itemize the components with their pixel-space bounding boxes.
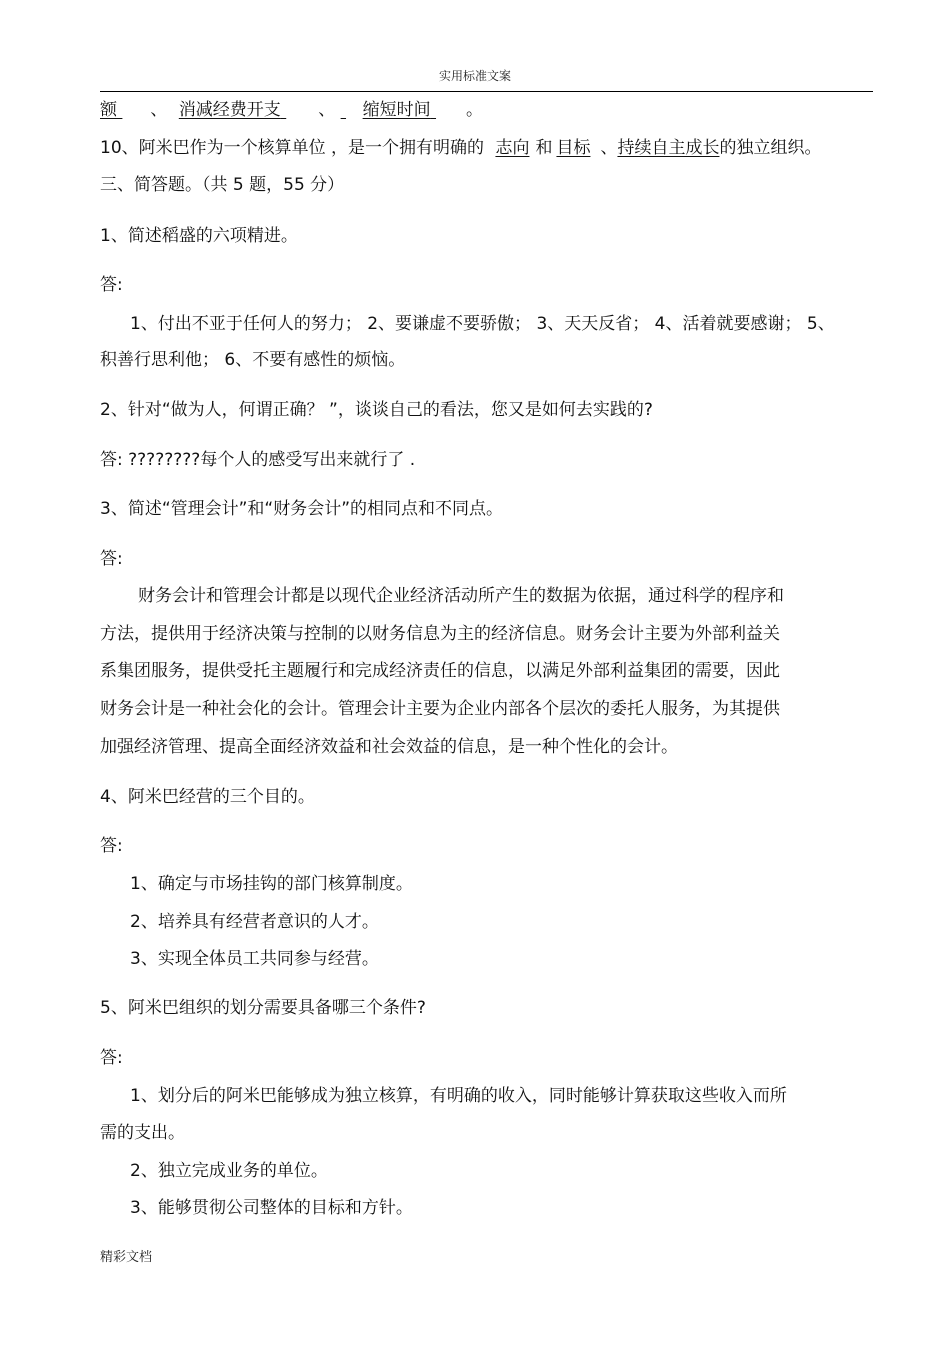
answer-item: 2、独立完成业务的单位。 bbox=[130, 1161, 328, 1181]
header-rule bbox=[100, 91, 873, 92]
question-3: 3、简述“管理会计”和“财务会计”的相同点和不同点。 bbox=[100, 499, 504, 519]
answer-paragraph-line: 方法，提供用于经济决策与控制的以财务信息为主的经济信息。财务会计主要为外部利益关 bbox=[100, 624, 780, 644]
blank-underline bbox=[431, 98, 461, 122]
answer-item: 2、培养具有经营者意识的人才。 bbox=[130, 912, 379, 932]
answer-paragraph-line: 财务会计和管理会计都是以现代企业经济活动所产生的数据为依据，通过科学的程序和 bbox=[138, 586, 784, 606]
answer-label: 答: bbox=[100, 549, 123, 569]
answer-paragraph-line: 加强经济管理、提高全面经济效益和社会效益的信息，是一种个性化的会计。 bbox=[100, 737, 678, 757]
answer-text: 1、付出不亚于任何人的努力； 2、要谦虚不要骄傲； 3、天天反省； 4、活着就要感谢； 5、 bbox=[130, 314, 835, 334]
separator: 、 bbox=[150, 100, 168, 120]
answer-item: 1、确定与市场挂钩的部门核算制度。 bbox=[130, 874, 413, 894]
page-footer: 精彩文档 bbox=[100, 1250, 153, 1265]
answer-text: 答: ????????每个人的感受写出来就行了 . bbox=[100, 450, 416, 470]
separator: 、 bbox=[318, 100, 336, 120]
blank-answer: 志向 bbox=[495, 138, 530, 158]
answer-text: 积善行思利他； 6、不要有感性的烦恼。 bbox=[100, 350, 406, 370]
blank-underline bbox=[117, 98, 145, 122]
fill-blank-line-1 bbox=[100, 98, 483, 122]
question-text: 和 bbox=[535, 138, 553, 158]
answer-item: 需的支出。 bbox=[100, 1123, 185, 1143]
question-10 bbox=[100, 136, 821, 160]
question-text: 的独立组织。 bbox=[719, 138, 822, 158]
page-header: 实用标准文案 bbox=[438, 69, 511, 83]
question-text: 、 bbox=[600, 138, 618, 158]
question-text: 10、阿米巴作为一个核算单位 ，是一个拥有明确的 bbox=[100, 138, 485, 158]
question-1: 1、简述稻盛的六项精进。 bbox=[100, 226, 298, 246]
blank-underline bbox=[341, 98, 363, 122]
answer-item: 1、划分后的阿米巴能够成为独立核算，有明确的收入，同时能够计算获取这些收入而所 bbox=[130, 1086, 787, 1106]
answer-item: 3、实现全体员工共同参与经营。 bbox=[130, 949, 379, 969]
blank-answer: 缩短时间 bbox=[362, 100, 431, 120]
blank-underline bbox=[281, 98, 313, 122]
answer-item: 3、能够贯彻公司整体的目标和方针。 bbox=[130, 1198, 413, 1218]
answer-label: 答: bbox=[100, 1048, 123, 1068]
question-5: 5、阿米巴组织的划分需要具备哪三个条件? bbox=[100, 998, 426, 1018]
question-4: 4、阿米巴经营的三个目的。 bbox=[100, 787, 315, 807]
blank-answer: 消减经费开支 bbox=[178, 100, 281, 120]
blank-answer: 目标 bbox=[556, 138, 591, 158]
answer-paragraph-line: 系集团服务，提供受托主题履行和完成经济责任的信息，以满足外部利益集团的需要，因此 bbox=[100, 661, 780, 681]
answer-label: 答: bbox=[100, 836, 123, 856]
section-heading: 三、简答题。（共 5 题，55 分） bbox=[100, 175, 345, 195]
blank-answer: 持续自主成长 bbox=[617, 138, 720, 158]
answer-label: 答: bbox=[100, 275, 123, 295]
line-end: 。 bbox=[466, 100, 484, 120]
question-2: 2、针对“做为人，何谓正确？ ”，谈谈自己的看法，您又是如何去实践的? bbox=[100, 400, 653, 420]
answer-paragraph-line: 财务会计是一种社会化的会计。管理会计主要为企业内部各个层次的委托人服务，为其提供 bbox=[100, 699, 780, 719]
blank-answer: 额 bbox=[100, 100, 117, 120]
